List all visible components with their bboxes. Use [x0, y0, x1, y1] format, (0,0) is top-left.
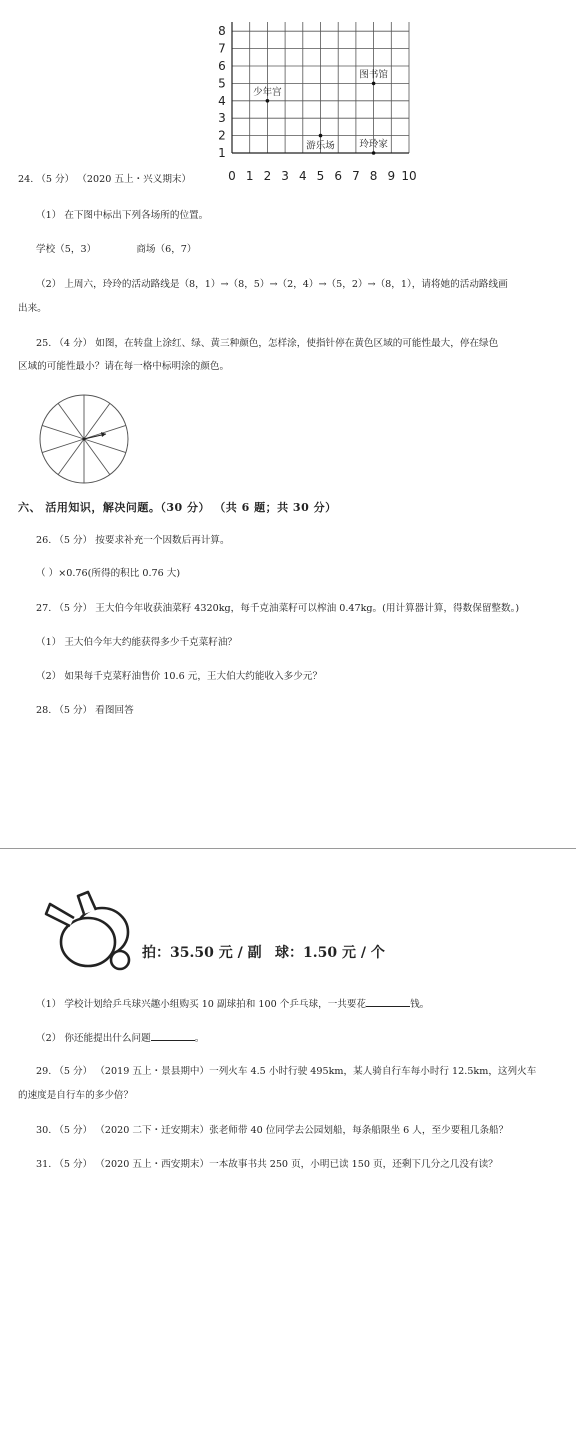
q24-part2-line1: （2） 上周六，玲玲的活动路线是（8，1）→（8，5）→（2，4）→（5，2）→（8，1），请将她的活动路线画	[36, 279, 508, 290]
ping-pong-illustration	[36, 888, 146, 978]
place-point	[372, 82, 376, 86]
y-tick-label: 6	[218, 59, 226, 73]
spinner-wheel	[37, 392, 131, 486]
x-tick-label: 10	[401, 169, 417, 183]
q27-part2: （2） 如果每千克菜籽油售价 10.6 元，王大伯大约能收入多少元？	[36, 671, 323, 682]
ball-price: 球：1.50 元 / 个	[275, 945, 385, 961]
place-point	[266, 99, 270, 103]
q29-line2: 的速度是自行车的多少倍？	[18, 1090, 134, 1101]
q28-part1-text: （1） 学校计划给乒乓球兴趣小组购买 10 副球拍和 100 个乒乓球，一共要花	[36, 999, 367, 1010]
q28-part2-text: （2） 你还能提出什么问题	[36, 1033, 151, 1044]
y-tick-label: 4	[218, 93, 226, 108]
q28-part1-tail: 钱。	[410, 999, 430, 1010]
y-tick-label: 7	[218, 41, 226, 56]
y-tick-label: 3	[218, 111, 226, 126]
q24-part1: （1） 在下图中标出下列各场所的位置。	[36, 210, 209, 221]
q26-header: 26. （5 分） 按要求补充一个因数后再计算。	[36, 535, 230, 546]
x-tick-label: 5	[316, 169, 325, 183]
place-label: 图书馆	[359, 69, 388, 81]
q24-part2-line2: 出来。	[18, 303, 47, 314]
answer-blank[interactable]	[366, 996, 410, 1007]
place-label: 少年宫	[253, 86, 282, 98]
mall-coord: 商场（6，7）	[136, 244, 197, 255]
x-tick-label: 2	[263, 169, 272, 183]
place-label: 游乐场	[306, 140, 335, 152]
q28-part2	[36, 1030, 558, 1046]
q25-line1: 25. （4 分） 如图，在转盘上涂红、绿、黄三种颜色，怎样涂，使指针停在黄色区域的可能性最大，停在绿色	[36, 338, 499, 349]
x-tick-label: 8	[369, 169, 378, 183]
q28-header: 28. （5 分） 看图回答	[36, 705, 134, 716]
place-point	[319, 134, 323, 138]
q27-header: 27. （5 分） 王大伯今年收获油菜籽 4320kg，每千克油菜籽可以榨油 0.47kg。(用计算器计算，得数保留整数。)	[36, 603, 520, 614]
q24-header: 24. （5 分） （2020 五上・兴义期末）	[18, 174, 192, 185]
q27-part1: （1） 王大伯今年大约能获得多少千克菜籽油？	[36, 637, 238, 648]
y-tick-label: 8	[218, 24, 226, 39]
place-label: 玲玲家	[359, 139, 388, 150]
x-tick-label: 4	[298, 169, 307, 183]
place-point	[372, 151, 376, 155]
q24-locations	[36, 243, 558, 257]
x-tick-label: 0	[228, 169, 236, 183]
q29-line1: 29. （5 分） （2019 五上・景县期中）一列火车 4.5 小时行驶 495km，某人骑自行车每小时行 12.5km，这列火车	[36, 1066, 537, 1077]
q30-line1: 30. （5 分） （2020 二下・迁安期末）张老师带 40 位同学去公园划船，每条船限坐 6 人，至少要租几条船？	[36, 1125, 509, 1136]
x-tick-label: 1	[245, 169, 254, 183]
x-tick-label: 3	[281, 169, 289, 183]
q26-expression: （ ）×0.76(所得的积比 0.76 大)	[36, 568, 181, 579]
q28-part2-tail: 。	[194, 1033, 205, 1044]
y-tick-label: 2	[218, 128, 226, 143]
q28-part1	[36, 996, 558, 1012]
y-tick-label: 5	[218, 76, 226, 91]
x-tick-label: 9	[387, 169, 396, 183]
racket-price: 拍：35.50 元 / 副	[142, 945, 262, 961]
y-tick-label: 1	[218, 146, 226, 160]
page-divider	[0, 848, 576, 849]
q25-line2: 区域的可能性最小？请在每一格中标明涂的颜色。	[18, 361, 230, 372]
spinner-center	[83, 438, 86, 441]
q31-line1: 31. （5 分） （2020 五上・西安期末）一本故事书共 250 页，小明已读 150 页，还剩下几分之几没有读？	[36, 1159, 498, 1170]
answer-blank[interactable]	[151, 1030, 195, 1041]
x-tick-label: 7	[352, 169, 360, 183]
section-six-title: 六、 活用知识，解决问题。（30 分） （共 6 题；共 30 分）	[18, 501, 337, 514]
school-coord: 学校（5，3）	[36, 244, 97, 255]
x-tick-label: 6	[334, 169, 343, 183]
